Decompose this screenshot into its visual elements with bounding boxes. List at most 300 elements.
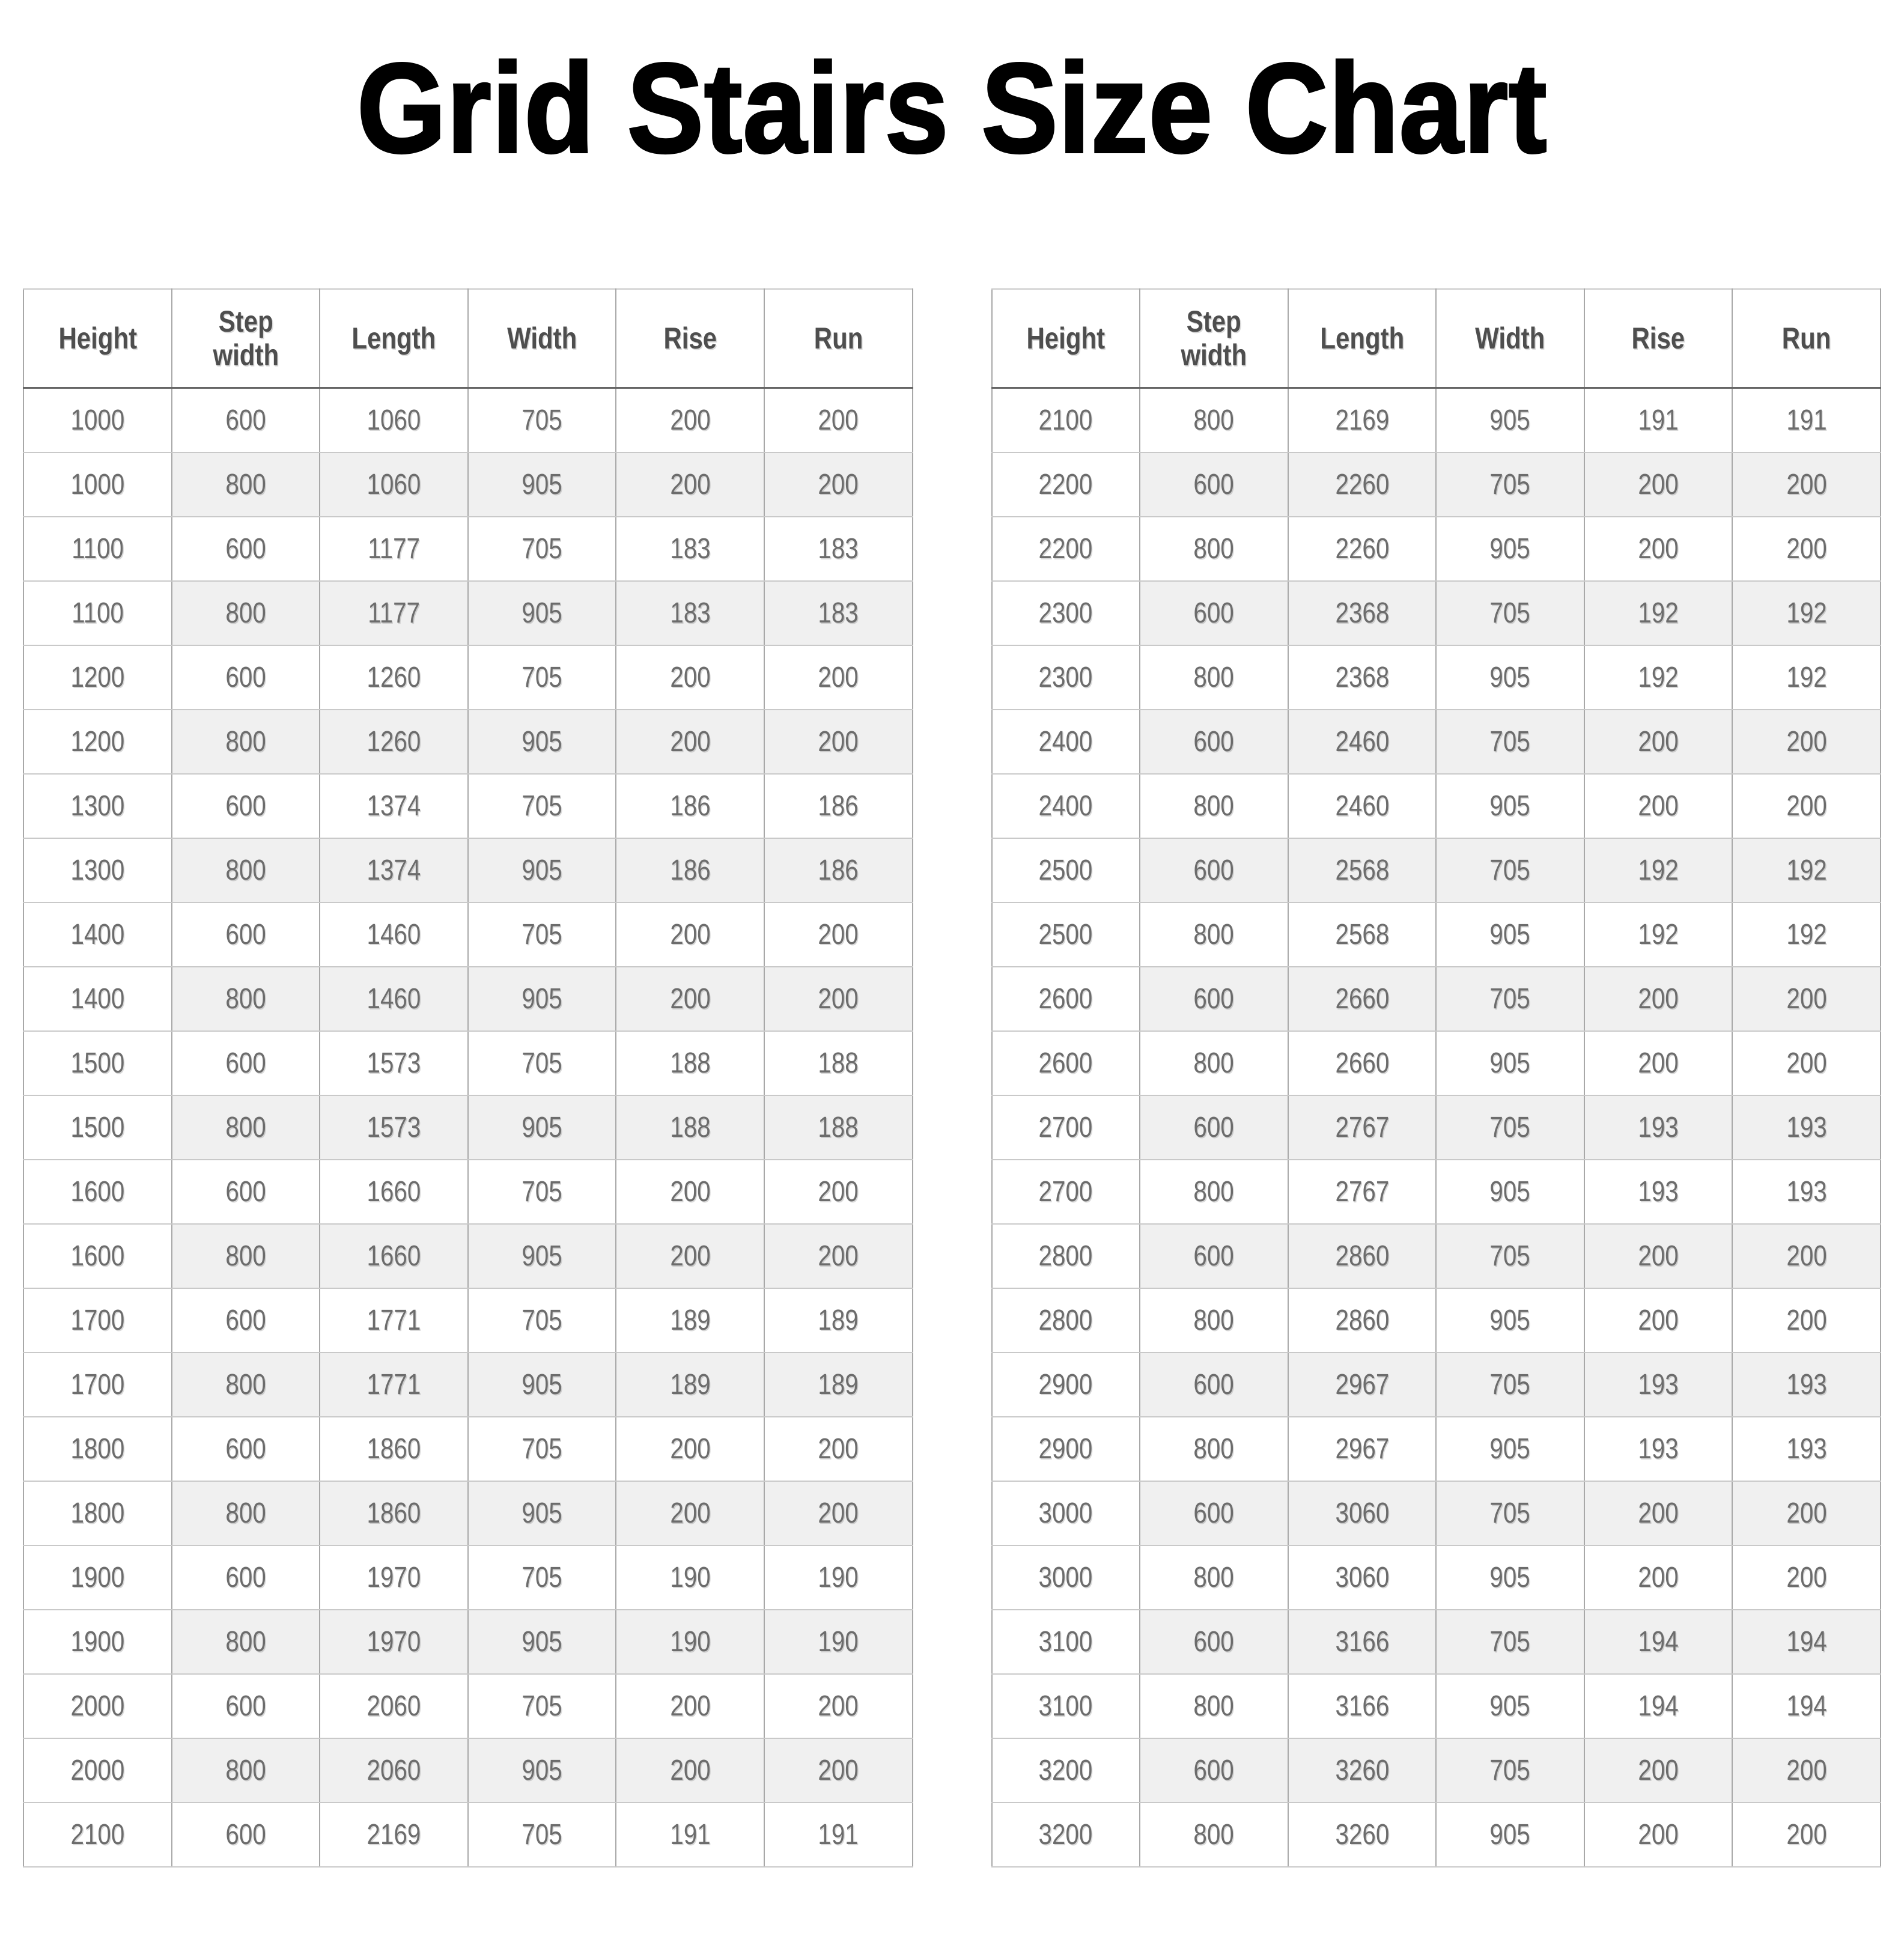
cell-value: 600 — [225, 790, 266, 822]
cell-value: 2400 — [1038, 790, 1093, 822]
cell-value: 1860 — [367, 1432, 421, 1465]
cell-value: 1300 — [70, 790, 125, 822]
cell-length — [320, 774, 468, 838]
cell-value: 705 — [1489, 725, 1531, 758]
cell-width — [468, 1288, 616, 1353]
cell-value: 194 — [1638, 1690, 1679, 1722]
cell-value: 2200 — [1038, 468, 1093, 501]
cell-run — [764, 452, 913, 517]
cell-value: 189 — [818, 1368, 859, 1401]
cell-height — [992, 1095, 1140, 1160]
cell-length — [1288, 1738, 1437, 1803]
table-row — [992, 1803, 1881, 1867]
column-header-width — [468, 289, 616, 388]
table-row — [992, 1288, 1881, 1353]
cell-value: 2660 — [1335, 1047, 1389, 1079]
size-table-left — [23, 288, 913, 1867]
cell-value: 3200 — [1038, 1754, 1093, 1786]
cell-value: 1860 — [367, 1497, 421, 1529]
cell-width — [468, 581, 616, 645]
cell-value: 192 — [1638, 918, 1679, 951]
cell-width — [1436, 1803, 1584, 1867]
cell-value: 193 — [1786, 1368, 1827, 1401]
cell-value: 800 — [225, 1754, 266, 1786]
table-row — [992, 388, 1881, 452]
cell-rise — [1584, 1288, 1733, 1353]
cell-value: 1260 — [367, 725, 421, 758]
cell-rise — [616, 710, 764, 774]
cell-step-width — [172, 581, 320, 645]
cell-value: 190 — [818, 1625, 859, 1658]
cell-run — [764, 517, 913, 581]
table-header-right — [992, 289, 1881, 388]
cell-rise — [1584, 1481, 1733, 1545]
header-row — [23, 289, 913, 388]
cell-step-width — [172, 1160, 320, 1224]
cell-run — [764, 1610, 913, 1674]
cell-value: 1374 — [367, 854, 421, 886]
cell-width — [1436, 1353, 1584, 1417]
table-row — [23, 1160, 913, 1224]
cell-length — [320, 1803, 468, 1867]
page-title-text: Grid Stairs Size Chart — [356, 37, 1548, 179]
cell-value: 1900 — [70, 1625, 125, 1658]
cell-width — [468, 903, 616, 967]
cell-value: 191 — [1786, 404, 1827, 437]
cell-rise — [616, 645, 764, 710]
cell-value: 905 — [522, 725, 562, 758]
cell-value: 705 — [1489, 982, 1531, 1015]
cell-value: 2568 — [1335, 854, 1389, 886]
cell-height — [992, 1545, 1140, 1610]
cell-value: 3060 — [1335, 1561, 1389, 1594]
cell-value: 193 — [1638, 1175, 1679, 1208]
cell-value: 1100 — [71, 597, 124, 629]
cell-step-width — [172, 1417, 320, 1481]
cell-rise — [1584, 967, 1733, 1031]
cell-height — [23, 903, 172, 967]
column-header-label: Length — [351, 321, 436, 356]
cell-length — [320, 645, 468, 710]
cell-value: 600 — [1193, 1754, 1234, 1786]
cell-value: 200 — [1638, 1818, 1679, 1851]
cell-value: 2800 — [1038, 1304, 1093, 1336]
cell-value: 600 — [225, 404, 266, 437]
cell-value: 705 — [1489, 1111, 1531, 1143]
cell-step-width — [1140, 1160, 1288, 1224]
cell-rise — [616, 1224, 764, 1288]
cell-value: 200 — [818, 661, 859, 693]
column-header-label: Height — [1026, 321, 1106, 356]
table-row — [23, 1095, 913, 1160]
cell-step-width — [1140, 645, 1288, 710]
cell-value: 188 — [669, 1111, 711, 1143]
cell-value: 1500 — [70, 1047, 125, 1079]
cell-value: 800 — [1193, 404, 1234, 437]
cell-value: 200 — [1786, 1754, 1827, 1786]
cell-length — [320, 1224, 468, 1288]
cell-rise — [616, 388, 764, 452]
cell-run — [764, 1481, 913, 1545]
cell-value: 200 — [1638, 1240, 1679, 1272]
cell-run — [1732, 1160, 1881, 1224]
table-row — [992, 1417, 1881, 1481]
table-row — [23, 1353, 913, 1417]
cell-value: 905 — [522, 1111, 562, 1143]
cell-height — [992, 838, 1140, 903]
cell-value: 200 — [669, 1240, 711, 1272]
cell-value: 2100 — [70, 1818, 125, 1851]
cell-value: 200 — [818, 725, 859, 758]
cell-width — [468, 1353, 616, 1417]
cell-value: 192 — [1638, 597, 1679, 629]
cell-value: 1573 — [367, 1047, 421, 1079]
cell-value: 2260 — [1335, 468, 1389, 501]
table-row — [992, 1095, 1881, 1160]
cell-length — [320, 1288, 468, 1353]
cell-value: 2767 — [1335, 1175, 1389, 1208]
cell-step-width — [1140, 838, 1288, 903]
cell-value: 193 — [1786, 1175, 1827, 1208]
cell-width — [468, 774, 616, 838]
cell-value: 200 — [1638, 468, 1679, 501]
cell-value: 2368 — [1335, 661, 1389, 693]
cell-run — [764, 1803, 913, 1867]
cell-length — [1288, 581, 1437, 645]
cell-value: 2568 — [1335, 918, 1389, 951]
cell-value: 1700 — [70, 1304, 125, 1336]
cell-value: 200 — [1786, 1561, 1827, 1594]
cell-value: 2460 — [1335, 790, 1389, 822]
cell-step-width — [172, 1803, 320, 1867]
cell-rise — [616, 1738, 764, 1803]
cell-height — [23, 710, 172, 774]
cell-value: 1177 — [368, 597, 420, 629]
cell-height — [992, 1738, 1140, 1803]
cell-value: 1500 — [70, 1111, 125, 1143]
cell-run — [1732, 1481, 1881, 1545]
cell-value: 600 — [225, 1561, 266, 1594]
cell-width — [1436, 581, 1584, 645]
cell-value: 1800 — [70, 1432, 125, 1465]
cell-value: 2000 — [70, 1690, 125, 1722]
cell-height — [23, 1288, 172, 1353]
cell-value: 2860 — [1335, 1304, 1389, 1336]
cell-value: 600 — [1193, 1368, 1234, 1401]
cell-value: 905 — [1489, 1432, 1531, 1465]
cell-run — [1732, 388, 1881, 452]
cell-rise — [1584, 1417, 1733, 1481]
cell-value: 1771 — [367, 1304, 421, 1336]
cell-height — [23, 1224, 172, 1288]
cell-value: 200 — [669, 725, 711, 758]
cell-value: 800 — [225, 597, 266, 629]
cell-step-width — [172, 774, 320, 838]
table-row — [23, 1288, 913, 1353]
cell-width — [468, 1738, 616, 1803]
cell-value: 705 — [1489, 854, 1531, 886]
cell-value: 2700 — [1038, 1175, 1093, 1208]
cell-value: 200 — [669, 661, 711, 693]
cell-step-width — [1140, 710, 1288, 774]
cell-length — [1288, 1481, 1437, 1545]
cell-rise — [1584, 1674, 1733, 1738]
cell-value: 190 — [818, 1561, 859, 1594]
cell-value: 3260 — [1335, 1818, 1389, 1851]
column-header-length — [320, 289, 468, 388]
cell-height — [23, 1095, 172, 1160]
cell-value: 1600 — [70, 1240, 125, 1272]
cell-rise — [616, 1288, 764, 1353]
cell-value: 705 — [1489, 468, 1531, 501]
cell-length — [1288, 838, 1437, 903]
cell-run — [1732, 1288, 1881, 1353]
cell-width — [1436, 1738, 1584, 1803]
cell-rise — [616, 1674, 764, 1738]
cell-rise — [616, 1545, 764, 1610]
cell-value: 192 — [1786, 597, 1827, 629]
cell-step-width — [172, 1095, 320, 1160]
cell-run — [764, 1160, 913, 1224]
cell-step-width — [172, 967, 320, 1031]
cell-value: 186 — [818, 790, 859, 822]
cell-length — [1288, 774, 1437, 838]
table-row — [992, 452, 1881, 517]
cell-value: 905 — [1489, 918, 1531, 951]
cell-step-width — [172, 1674, 320, 1738]
cell-length — [1288, 1545, 1437, 1610]
cell-value: 600 — [1193, 982, 1234, 1015]
cell-value: 800 — [225, 1368, 266, 1401]
cell-value: 200 — [818, 404, 859, 437]
cell-length — [1288, 1224, 1437, 1288]
cell-length — [1288, 1353, 1437, 1417]
cell-step-width — [1140, 517, 1288, 581]
table-row — [23, 1545, 913, 1610]
cell-value: 188 — [818, 1047, 859, 1079]
cell-value: 600 — [225, 1690, 266, 1722]
cell-value: 800 — [1193, 661, 1234, 693]
column-header-label: Width — [506, 321, 577, 356]
cell-value: 1060 — [367, 404, 421, 437]
cell-height — [23, 1160, 172, 1224]
column-header-width — [1436, 289, 1584, 388]
cell-value: 200 — [1638, 790, 1679, 822]
cell-value: 2368 — [1335, 597, 1389, 629]
cell-width — [468, 452, 616, 517]
cell-rise — [1584, 1545, 1733, 1610]
cell-value: 800 — [225, 982, 266, 1015]
column-header-label: Rise — [663, 321, 717, 356]
cell-rise — [1584, 1803, 1733, 1867]
cell-value: 705 — [522, 1175, 562, 1208]
cell-value: 200 — [818, 1432, 859, 1465]
table-row — [23, 903, 913, 967]
cell-width — [468, 1610, 616, 1674]
cell-step-width — [172, 1545, 320, 1610]
cell-value: 705 — [522, 1818, 562, 1851]
cell-value: 705 — [522, 532, 562, 565]
cell-value: 600 — [1193, 725, 1234, 758]
cell-height — [23, 1738, 172, 1803]
cell-step-width — [1140, 581, 1288, 645]
tables-container — [0, 288, 1904, 1867]
cell-height — [992, 903, 1140, 967]
cell-width — [468, 1095, 616, 1160]
cell-value: 200 — [1786, 725, 1827, 758]
cell-rise — [1584, 710, 1733, 774]
cell-height — [992, 645, 1140, 710]
cell-value: 2767 — [1335, 1111, 1389, 1143]
cell-value: 600 — [225, 1432, 266, 1465]
cell-step-width — [1140, 1417, 1288, 1481]
cell-value: 200 — [818, 918, 859, 951]
cell-step-width — [172, 1481, 320, 1545]
cell-step-width — [1140, 388, 1288, 452]
cell-height — [992, 581, 1140, 645]
cell-run — [1732, 1803, 1881, 1867]
cell-value: 705 — [522, 1047, 562, 1079]
cell-value: 705 — [1489, 1754, 1531, 1786]
cell-value: 1460 — [367, 982, 421, 1015]
cell-rise — [1584, 838, 1733, 903]
cell-rise — [1584, 1738, 1733, 1803]
cell-rise — [616, 1417, 764, 1481]
table-row — [23, 1031, 913, 1095]
cell-rise — [616, 1160, 764, 1224]
cell-length — [1288, 1803, 1437, 1867]
cell-value: 200 — [1786, 1304, 1827, 1336]
cell-length — [1288, 1610, 1437, 1674]
cell-width — [1436, 1095, 1584, 1160]
table-row — [23, 1674, 913, 1738]
cell-rise — [1584, 903, 1733, 967]
cell-value: 905 — [522, 597, 562, 629]
cell-run — [764, 1095, 913, 1160]
cell-value: 905 — [522, 1240, 562, 1272]
cell-run — [1732, 645, 1881, 710]
cell-height — [23, 774, 172, 838]
cell-run — [764, 1288, 913, 1353]
cell-value: 800 — [1193, 532, 1234, 565]
cell-width — [1436, 1288, 1584, 1353]
cell-value: 2300 — [1038, 597, 1093, 629]
cell-value: 905 — [1489, 532, 1531, 565]
cell-value: 200 — [1786, 1047, 1827, 1079]
cell-height — [992, 1803, 1140, 1867]
cell-width — [1436, 1224, 1584, 1288]
cell-rise — [1584, 774, 1733, 838]
cell-value: 905 — [522, 854, 562, 886]
cell-value: 2169 — [1335, 404, 1389, 437]
cell-value: 183 — [669, 532, 711, 565]
cell-value: 600 — [1193, 1240, 1234, 1272]
cell-length — [1288, 903, 1437, 967]
table-row — [23, 1610, 913, 1674]
table-row — [992, 1674, 1881, 1738]
cell-value: 2860 — [1335, 1240, 1389, 1272]
cell-height — [992, 1031, 1140, 1095]
cell-step-width — [172, 645, 320, 710]
cell-height — [992, 1674, 1140, 1738]
cell-length — [320, 903, 468, 967]
cell-value: 2900 — [1038, 1432, 1093, 1465]
table-row — [992, 581, 1881, 645]
cell-step-width — [1140, 1224, 1288, 1288]
cell-height — [992, 452, 1140, 517]
cell-value: 1400 — [70, 982, 125, 1015]
cell-run — [1732, 1545, 1881, 1610]
cell-step-width — [1140, 1288, 1288, 1353]
cell-value: 200 — [669, 1432, 711, 1465]
cell-length — [1288, 710, 1437, 774]
cell-run — [1732, 967, 1881, 1031]
table-row — [992, 1610, 1881, 1674]
cell-value: 200 — [818, 1754, 859, 1786]
cell-step-width — [1140, 774, 1288, 838]
cell-value: 2800 — [1038, 1240, 1093, 1272]
cell-value: 1400 — [70, 918, 125, 951]
cell-width — [1436, 1545, 1584, 1610]
cell-value: 705 — [522, 1561, 562, 1594]
cell-width — [468, 1031, 616, 1095]
cell-rise — [1584, 1095, 1733, 1160]
cell-value: 3260 — [1335, 1754, 1389, 1786]
cell-length — [320, 1095, 468, 1160]
column-header-label: Run — [1781, 321, 1831, 356]
table-row — [992, 774, 1881, 838]
cell-value: 1000 — [70, 468, 125, 501]
cell-value: 200 — [1786, 1818, 1827, 1851]
cell-value: 186 — [669, 854, 711, 886]
cell-width — [468, 838, 616, 903]
cell-value: 800 — [1193, 1175, 1234, 1208]
cell-step-width — [1140, 1095, 1288, 1160]
size-table-right — [991, 288, 1882, 1867]
cell-value: 200 — [1786, 790, 1827, 822]
cell-width — [1436, 903, 1584, 967]
cell-width — [1436, 388, 1584, 452]
cell-value: 191 — [1638, 404, 1679, 437]
cell-length — [1288, 967, 1437, 1031]
cell-rise — [1584, 517, 1733, 581]
table-row — [23, 1417, 913, 1481]
page-title — [0, 35, 1904, 181]
cell-value: 200 — [1786, 468, 1827, 501]
table-row — [23, 581, 913, 645]
cell-step-width — [172, 903, 320, 967]
cell-value: 200 — [1638, 1561, 1679, 1594]
cell-step-width — [1140, 1481, 1288, 1545]
table-row — [992, 838, 1881, 903]
cell-value: 2500 — [1038, 854, 1093, 886]
cell-value: 192 — [1638, 854, 1679, 886]
cell-length — [320, 452, 468, 517]
cell-rise — [1584, 1031, 1733, 1095]
cell-value: 3200 — [1038, 1818, 1093, 1851]
cell-value: 200 — [1786, 1497, 1827, 1529]
cell-value: 3060 — [1335, 1497, 1389, 1529]
cell-run — [764, 838, 913, 903]
cell-value: 190 — [669, 1561, 711, 1594]
cell-value: 600 — [1193, 854, 1234, 886]
cell-value: 2169 — [367, 1818, 421, 1851]
cell-value: 2460 — [1335, 725, 1389, 758]
column-header-height — [992, 289, 1140, 388]
cell-value: 2600 — [1038, 982, 1093, 1015]
cell-length — [320, 1674, 468, 1738]
cell-width — [468, 1160, 616, 1224]
